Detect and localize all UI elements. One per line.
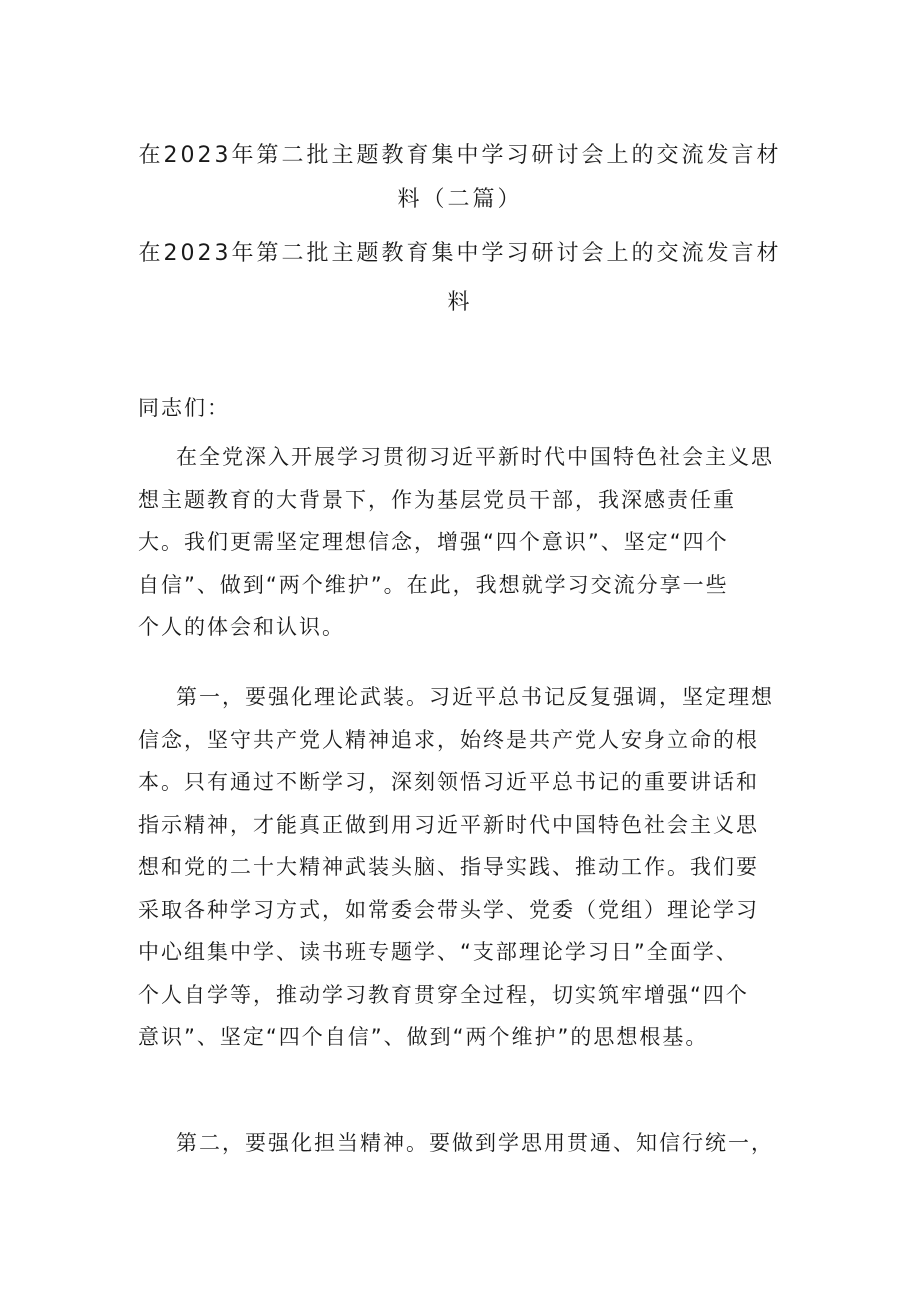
paragraph-line: 大。我们更需坚定理想信念，增强“四个意识”、坚定“四个 [138, 530, 729, 554]
paragraph-line: 想和党的二十大精神武装头脑、指导实践、推动工作。我们要 [138, 855, 759, 879]
paragraph-line: 在全党深入开展学习贯彻习近平新时代中国特色社会主义思 [176, 445, 774, 469]
document-title [130, 138, 790, 213]
paragraph-second-point [138, 1122, 788, 1165]
section-title [130, 236, 790, 316]
paragraph-line: 个人的体会和认识。 [138, 615, 345, 639]
paragraph-line: 个人自学等，推动学习教育贯穿全过程，切实筑牢增强“四个 [138, 982, 749, 1007]
document-title-line-1: 在2023年第二批主题教育集中学习研讨会上的交流发言材 [138, 143, 782, 168]
paragraph-line: 采取各种学习方式，如常委会带头学、党委（党组）理论学习 [138, 897, 759, 922]
section-title-line-1: 在2023年第二批主题教育集中学习研讨会上的交流发言材 [138, 241, 782, 266]
paragraph-line: 第二，要强化担当精神。要做到学思用贯通、知信行统一， [176, 1131, 774, 1155]
paragraph-line: 中心组集中学、读书班专题学、“支部理论学习日”全面学、 [138, 940, 739, 964]
section-title-line-2: 料 [447, 290, 473, 315]
paragraph-line: 第一，要强化理论武装。习近平总书记反复强调，坚定理想 [176, 685, 774, 709]
paragraph-line: 意识”、坚定“四个自信”、做到“两个维护”的思想根基。 [138, 1025, 709, 1049]
paragraph-line: 指示精神，才能真正做到用习近平新时代中国特色社会主义思 [138, 812, 759, 837]
salutation: 同志们： [138, 396, 230, 420]
paragraph-intro [138, 436, 788, 649]
paragraph-line: 信念，坚守共产党人精神追求，始终是共产党人安身立命的根 [138, 727, 759, 752]
paragraph-line: 想主题教育的大背景下，作为基层党员干部，我深感责任重 [138, 487, 736, 512]
paragraph-line: 本。只有通过不断学习，深刻领悟习近平总书记的重要讲话和 [138, 770, 759, 794]
paragraph-line: 自信”、做到“两个维护”。在此，我想就学习交流分享一些 [138, 572, 729, 597]
paragraph-first-point [138, 676, 788, 1059]
document-title-line-2: 料（二篇） [397, 187, 523, 212]
